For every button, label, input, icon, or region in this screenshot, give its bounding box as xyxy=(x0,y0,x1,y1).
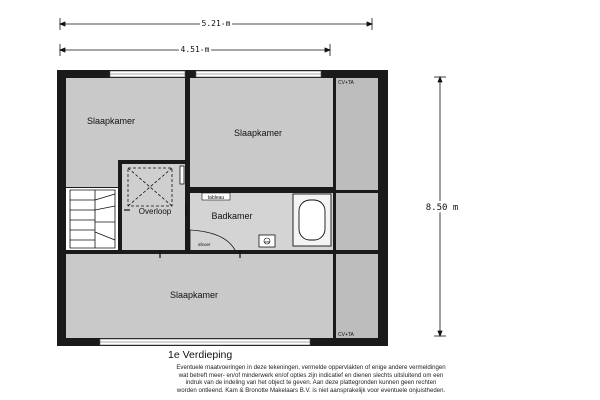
side-strip-top xyxy=(336,78,378,190)
bathtub xyxy=(293,194,331,246)
dimension-top-width-label: 5.21 m xyxy=(201,19,231,28)
room-label-bathroom: Badkamer xyxy=(211,211,253,221)
floor-title: 1e Verdieping xyxy=(168,349,233,361)
side-strip-middle xyxy=(336,193,378,250)
disclaimer-line: worden ontleend. Kam & Bronotte Makelaars B.V. is niet aansprakelijk voor eventuele onjuistheden. xyxy=(176,386,446,394)
room-label-bedroom-top-right: Slaapkamer xyxy=(233,128,283,138)
disclaimer-line: indruk van de indeling van het object te geven. Aan deze plattegronden kunnen geen rechten xyxy=(185,379,437,387)
stair-well xyxy=(66,188,121,250)
dimension-inner-width-label: 4.51 m xyxy=(180,45,210,54)
side-strip-bottom xyxy=(336,254,378,338)
washer-label: wm xyxy=(263,239,271,244)
room-label-landing: Overloop xyxy=(138,207,172,216)
vent-tag-bottom: CV+TA xyxy=(338,332,354,338)
room-label-bedroom-bottom: Slaapkamer xyxy=(169,290,219,300)
disclaimer-line: wat betreft meer- en/of minderwerk en/of opties zijn indicatief en dienen slechts uitsluitend om een xyxy=(178,371,444,379)
bath-panel-label: tableau xyxy=(207,195,225,201)
disclaimer xyxy=(106,364,516,394)
dimension-height-label: 8.50 m xyxy=(425,203,459,213)
disclaimer-line: Eventuele maatvoeringen in deze tekeningen, vermelde oppervlakten of enige andere vermeldingen xyxy=(176,364,446,371)
room-label-bedroom-top-left: Slaapkamer xyxy=(86,116,136,126)
radiator-tag: afvoer xyxy=(198,242,211,247)
vent-tag-top: CV+TA xyxy=(338,80,354,86)
